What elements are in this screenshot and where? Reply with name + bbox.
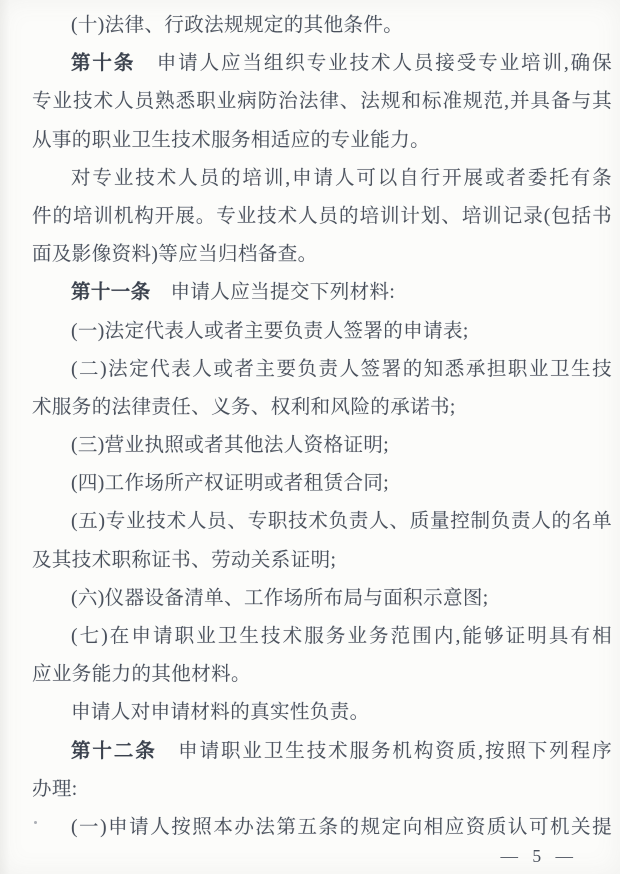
text-line: [32, 542, 612, 580]
line-text: 术服务的法律责任、义务、权利和风险的承诺书;: [32, 396, 456, 418]
text-line: [32, 694, 612, 732]
article-number: 第十条: [71, 53, 136, 75]
text-line: [32, 236, 612, 274]
text-line: [32, 198, 612, 236]
line-text: (一)法定代表人或者主要负责人签署的申请表;: [71, 320, 469, 342]
line-text: (三)营业执照或者其他法人资格证明;: [71, 435, 390, 457]
text-line: [32, 274, 612, 312]
line-text: (五)专业技术人员、专职技术负责人、质量控制负责人的名单: [71, 511, 612, 533]
line-text: (四)工作场所产权证明或者租赁合同;: [71, 473, 390, 495]
line-text: 应业务能力的其他材料。: [32, 664, 251, 686]
document-body: [32, 7, 612, 847]
text-line: [32, 7, 612, 45]
article-number: 第十二条: [71, 740, 157, 762]
scan-speck: [34, 821, 37, 824]
text-line: [32, 83, 612, 121]
line-text: 申请人应当提交下列材料:: [150, 282, 396, 304]
text-line: [32, 503, 612, 541]
text-line: [32, 618, 612, 656]
text-line: [32, 389, 612, 427]
article-number: 第十一条: [71, 282, 151, 304]
line-text: 对专业技术人员的培训,申请人可以自行开展或者委托有条: [71, 167, 612, 189]
text-line: [32, 45, 612, 83]
text-line: [32, 656, 612, 694]
page-number: — 5 —: [500, 846, 578, 866]
text-line: [32, 465, 612, 503]
line-text: 面及影像资料)等应当归档备查。: [32, 244, 318, 266]
text-line: [32, 313, 612, 351]
text-line: [32, 351, 612, 389]
text-line: [32, 122, 612, 160]
text-line: [32, 427, 612, 465]
text-line: [32, 580, 612, 618]
line-text: (六)仪器设备清单、工作场所布局与面积示意图;: [71, 587, 489, 609]
text-line: [32, 809, 612, 847]
line-text: 申请人对申请材料的真实性负责。: [71, 702, 370, 724]
line-text: (二)法定代表人或者主要负责人签署的知悉承担职业卫生技: [71, 358, 612, 380]
line-text: 申请人应当组织专业技术人员接受专业培训,确保: [135, 53, 613, 75]
line-text: 办理:: [32, 778, 78, 800]
line-text: 专业技术人员熟悉职业病防治法律、法规和标准规范,并具备与其: [32, 91, 612, 113]
line-text: 从事的职业卫生技术服务相适应的专业能力。: [32, 129, 431, 151]
line-text: 件的培训机构开展。专业技术人员的培训计划、培训记录(包括书: [32, 205, 612, 227]
line-text: 申请职业卫生技术服务机构资质,按照下列程序: [156, 740, 612, 762]
scan-edge-shade: [0, 0, 10, 874]
text-line: [32, 733, 612, 771]
line-text: (七)在申请职业卫生技术服务业务范围内,能够证明具有相: [71, 626, 612, 647]
line-text: 及其技术职称证书、劳动关系证明;: [32, 549, 337, 571]
text-line: [32, 160, 612, 198]
text-line: [32, 771, 612, 809]
line-text: (一)申请人按照本办法第五条的规定向相应资质认可机关提: [71, 816, 612, 838]
line-text: (十)法律、行政法规规定的其他条件。: [71, 15, 404, 36]
